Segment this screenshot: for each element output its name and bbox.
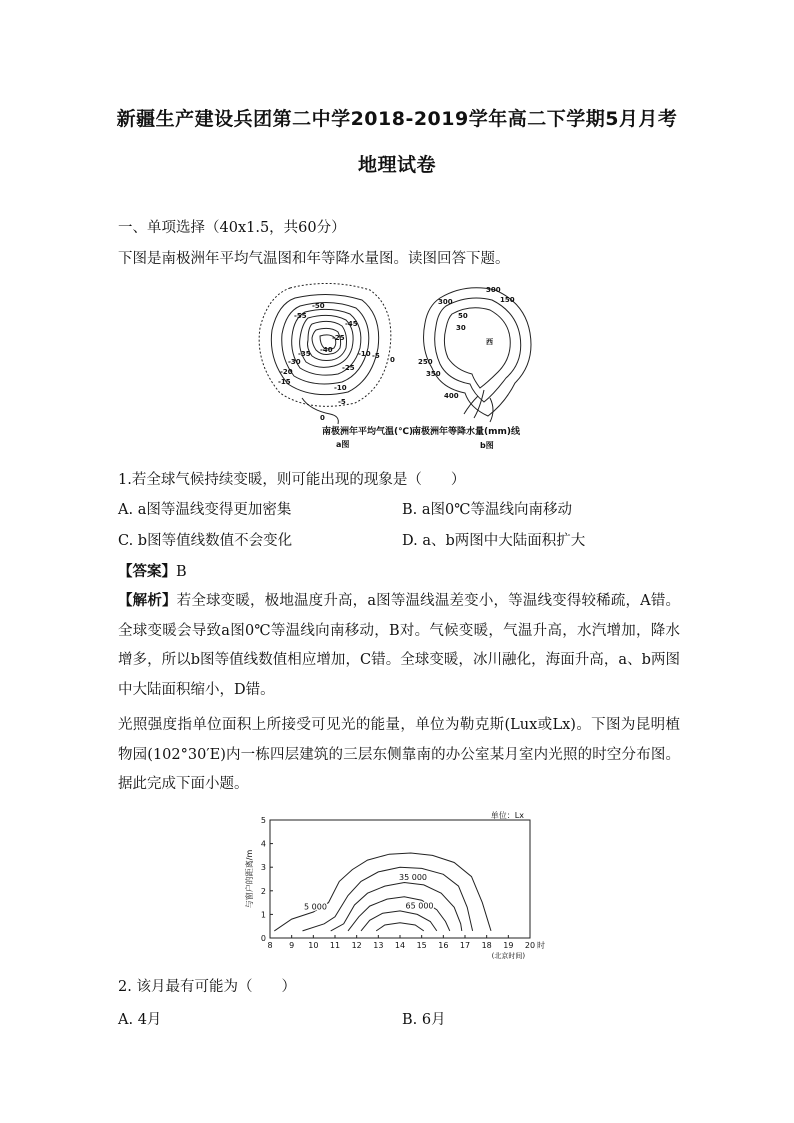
- contour-label: 5 000: [304, 902, 327, 912]
- svg-text:-10: -10: [358, 350, 371, 358]
- q2-stem: 2. 该月最有可能为（ ）: [118, 979, 296, 995]
- page-subtitle: 地理试卷: [357, 154, 436, 176]
- q1-option-c: C. b图等值线数值不会变化: [118, 533, 293, 549]
- x-tick-label: 12: [351, 941, 362, 950]
- x-tick-label: 19: [503, 941, 514, 950]
- svg-text:0: 0: [390, 356, 395, 364]
- analysis-text: 若全球变暖，极地温度升高，a图等温线温差变小，等温线变得较稀疏，A错。全球变暖会导致a图0℃等温线向南移动，B对。气候变暖，气温升高，水汽增加，降水增多，所以b图等值线数值相应增加，C错。全球变暖，冰川融化，海面升高，a、b两图中大陆面积缩小，D错。: [118, 593, 680, 698]
- q1-answer: [118, 560, 187, 581]
- temperature-caption: 南极洲年平均气温(℃): [322, 427, 414, 437]
- answer-value: B: [176, 564, 187, 580]
- svg-text:400: 400: [444, 392, 459, 400]
- precipitation-caption: 南极洲年等降水量(mm)线: [412, 427, 520, 437]
- x-tick-label: 16: [438, 941, 449, 950]
- contour-line-c4: [348, 897, 450, 931]
- q2-option-b: B. 6月: [402, 1012, 446, 1028]
- x-tick-label: 11: [329, 941, 341, 950]
- svg-text:-5: -5: [372, 352, 380, 360]
- x-tick-label: 14: [394, 941, 406, 950]
- svg-text:-20: -20: [280, 368, 293, 376]
- y-tick-label: 0: [260, 934, 266, 943]
- precipitation-map: [424, 288, 531, 422]
- x-tick-label: 20: [524, 941, 536, 950]
- y-tick-label: 3: [260, 863, 266, 873]
- svg-text:-40: -40: [320, 346, 333, 354]
- q1-option-d: D. a、b两图中大陆面积扩大: [402, 533, 586, 549]
- antarctica-maps: [250, 278, 545, 456]
- contour-line-c5: [361, 911, 437, 931]
- svg-text:0: 0: [320, 414, 325, 422]
- svg-text:-55: -55: [294, 312, 307, 320]
- q1-option-a: A. a图等温线变得更加密集: [118, 502, 292, 518]
- contour-line-c6: [376, 923, 424, 931]
- x-tick-label: 17: [459, 941, 471, 950]
- answer-label: 【答案】: [118, 564, 176, 580]
- temperature-sub: a图: [336, 440, 350, 449]
- svg-text:350: 350: [426, 370, 441, 378]
- svg-text:250: 250: [418, 358, 433, 366]
- y-tick-label: 1: [260, 910, 266, 920]
- svg-text:-15: -15: [278, 378, 291, 386]
- svg-text:-10: -10: [334, 384, 347, 392]
- x-axis-label: (北京时间): [491, 952, 526, 960]
- svg-text:-5: -5: [338, 398, 346, 406]
- page-title: 新疆生产建设兵团第二中学2018-2019学年高二下学期5月月考: [116, 108, 678, 130]
- unit-label: 单位：Lx: [490, 811, 524, 820]
- svg-text:-35: -35: [298, 350, 311, 358]
- x-tick-label: 8: [267, 941, 273, 950]
- x-tick-label: 9: [289, 941, 295, 950]
- svg-text:50: 50: [458, 312, 468, 320]
- x-tick-label: 13: [373, 941, 384, 950]
- svg-text:300: 300: [486, 286, 501, 294]
- x-tick-label: 18: [481, 941, 492, 950]
- y-tick-label: 4: [260, 839, 266, 849]
- y-tick-label: 5: [260, 816, 266, 825]
- illuminance-chart-svg: [240, 810, 560, 960]
- section-intro: 下图是南极洲年平均气温图和年等降水量图。读图回答下题。: [118, 251, 510, 267]
- svg-text:-25: -25: [342, 364, 355, 372]
- y-axis-label: 与窗户的距离/m: [245, 849, 254, 909]
- y-tick-label: 2: [260, 886, 266, 896]
- x-tick-label: 15: [416, 941, 427, 950]
- q2-option-a: A. 4月: [118, 1012, 162, 1028]
- svg-text:30: 30: [456, 324, 466, 332]
- x-tick-label: 10: [308, 941, 319, 950]
- q1-analysis: [118, 587, 680, 705]
- svg-text:300: 300: [438, 298, 453, 306]
- contour-label: 65 000: [405, 901, 434, 911]
- contour-label: 35 000: [399, 873, 427, 883]
- svg-text:西: 西: [486, 338, 493, 346]
- temperature-labels: [278, 302, 395, 422]
- q1-stem: 1.若全球气候持续变暖，则可能出现的现象是（ ）: [118, 472, 466, 488]
- svg-text:-30: -30: [288, 358, 301, 366]
- section-heading: 一、单项选择（40x1.5，共60分）: [118, 220, 346, 236]
- section2-intro: 光照强度指单位面积上所接受可见光的能量，单位为勒克斯(Lux或Lx)。下图为昆明植物园(102°30′E)内一栋四层建筑的三层东侧靠南的办公室某月室内光照的时空分布图。据此完成下面小题。: [118, 717, 680, 792]
- analysis-label: 【解析】: [118, 593, 177, 609]
- svg-text:-25: -25: [332, 334, 345, 342]
- antarctica-figure: [250, 278, 545, 456]
- svg-text:-50: -50: [312, 302, 325, 310]
- precipitation-sub: b图: [480, 441, 494, 450]
- illuminance-chart: [240, 810, 560, 960]
- svg-text:-45: -45: [345, 320, 358, 328]
- svg-text:150: 150: [500, 296, 515, 304]
- q1-option-b: B. a图0℃等温线向南移动: [402, 502, 572, 518]
- x-unit-label: 时: [537, 941, 545, 950]
